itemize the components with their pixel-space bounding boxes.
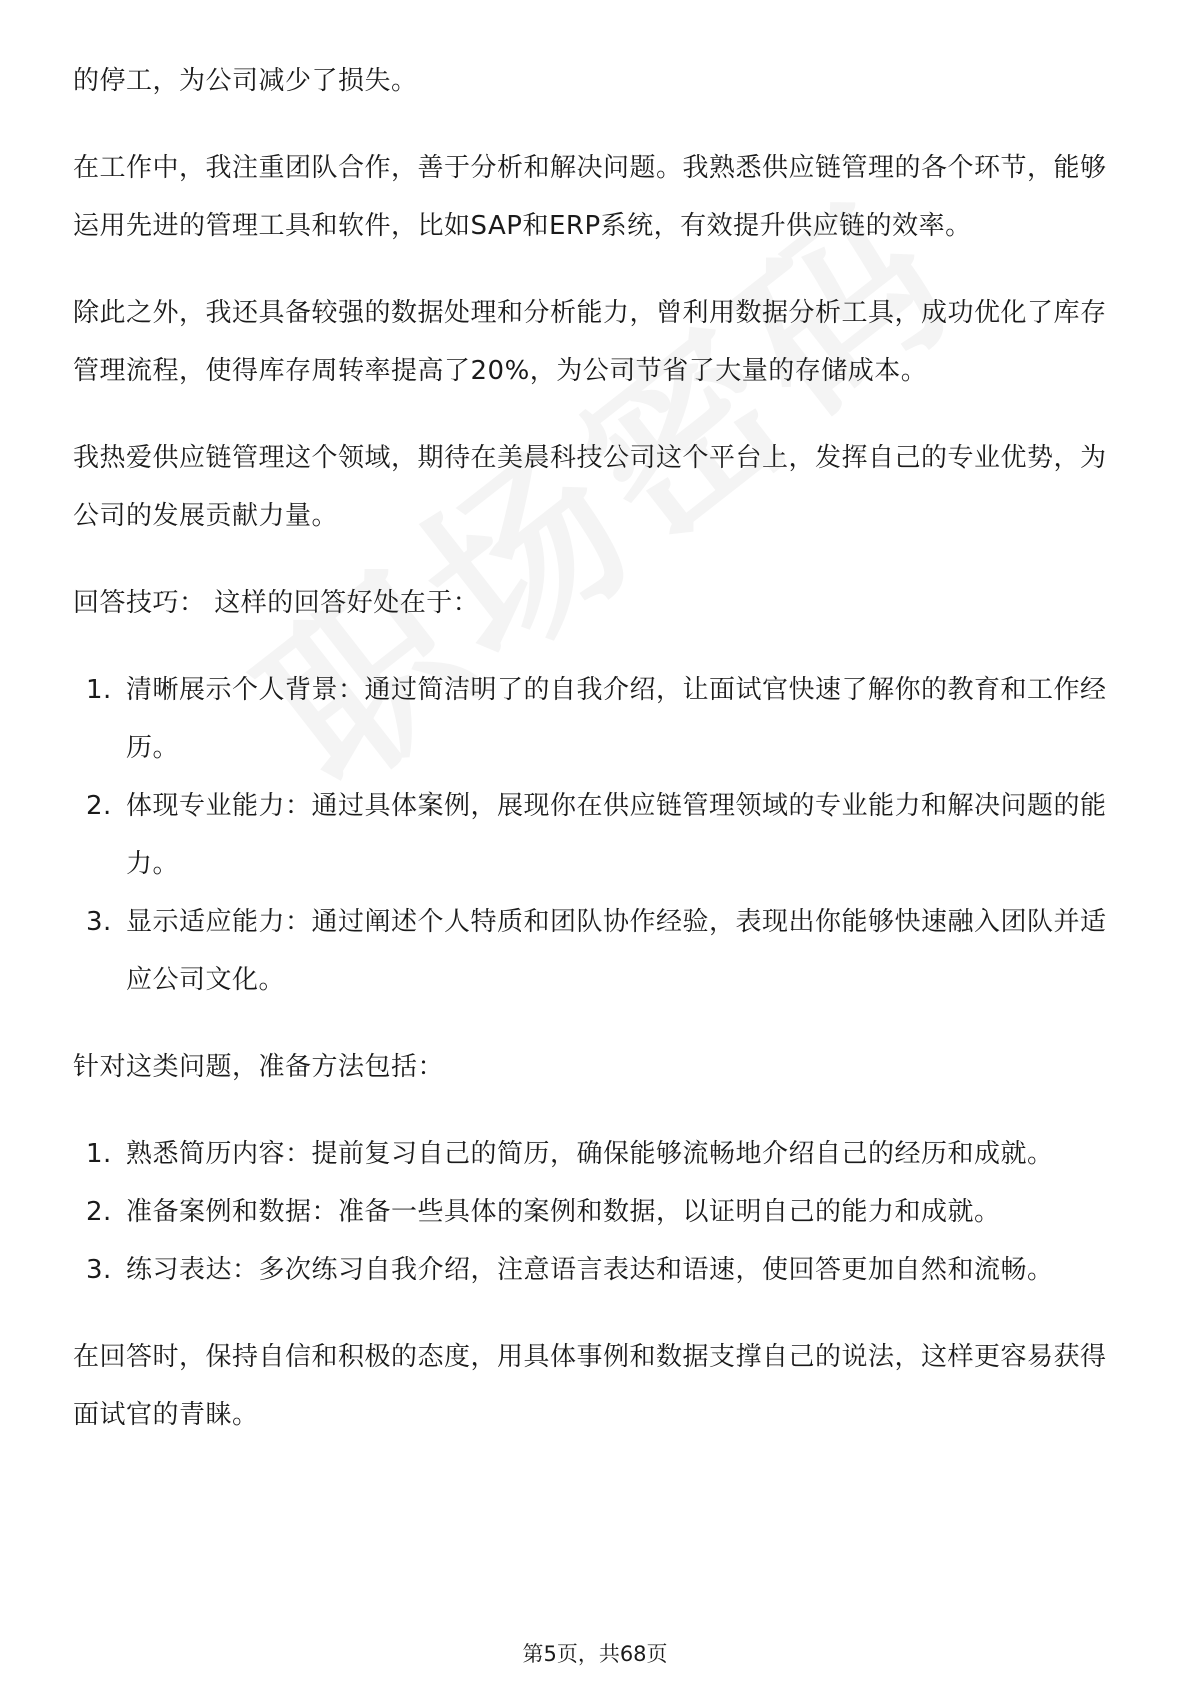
list-item [73, 1183, 1118, 1241]
list-item-text: 体现专业能力：通过具体案例，展现你在供应链管理领域的专业能力和解决问题的能力。 [126, 791, 1107, 879]
prep-heading: 针对这类问题，准备方法包括： [73, 1052, 445, 1082]
list-item-text: 练习表达：多次练习自我介绍，注意语言表达和语速，使回答更加自然和流畅。 [126, 1255, 1054, 1285]
list-number: 1. [86, 1139, 112, 1169]
tips-list [73, 661, 1118, 1009]
list-item-text: 显示适应能力：通过阐述个人特质和团队协作经验，表现出你能够快速融入团队并适应公司文化。 [126, 907, 1107, 995]
closing-paragraph: 在回答时，保持自信和积极的态度，用具体事例和数据支撑自己的说法，这样更容易获得面试官的青睐。 [73, 1342, 1107, 1430]
list-item [73, 777, 1118, 893]
list-item [73, 893, 1118, 1009]
document-body [73, 52, 1118, 1473]
list-number: 2. [86, 791, 112, 821]
paragraph: 的停工，为公司减少了损失。 [73, 66, 418, 96]
page-number: 第5页，共68页 [522, 1642, 668, 1666]
list-number: 3. [86, 1255, 112, 1285]
paragraph: 除此之外，我还具备较强的数据处理和分析能力，曾利用数据分析工具，成功优化了库存管理流程，使得库存周转率提高了20%，为公司节省了大量的存储成本。 [73, 298, 1107, 386]
list-item-text: 清晰展示个人背景：通过简洁明了的自我介绍，让面试官快速了解你的教育和工作经历。 [126, 675, 1107, 763]
list-item-text: 熟悉简历内容：提前复习自己的简历，确保能够流畅地介绍自己的经历和成就。 [126, 1139, 1054, 1169]
list-number: 3. [86, 907, 112, 937]
list-item [73, 1241, 1118, 1299]
list-number: 1. [86, 675, 112, 705]
list-item [73, 661, 1118, 777]
paragraph: 我热爱供应链管理这个领域，期待在美晨科技公司这个平台上，发挥自己的专业优势，为公司的发展贡献力量。 [73, 443, 1107, 531]
prep-list [73, 1125, 1118, 1299]
paragraph: 在工作中，我注重团队合作，善于分析和解决问题。我熟悉供应链管理的各个环节，能够运用先进的管理工具和软件，比如SAP和ERP系统，有效提升供应链的效率。 [73, 153, 1107, 241]
list-item [73, 1125, 1118, 1183]
list-item-text: 准备案例和数据：准备一些具体的案例和数据，以证明自己的能力和成就。 [126, 1197, 1001, 1227]
tips-heading: 回答技巧： 这样的回答好处在于： [73, 588, 480, 618]
list-number: 2. [86, 1197, 112, 1227]
